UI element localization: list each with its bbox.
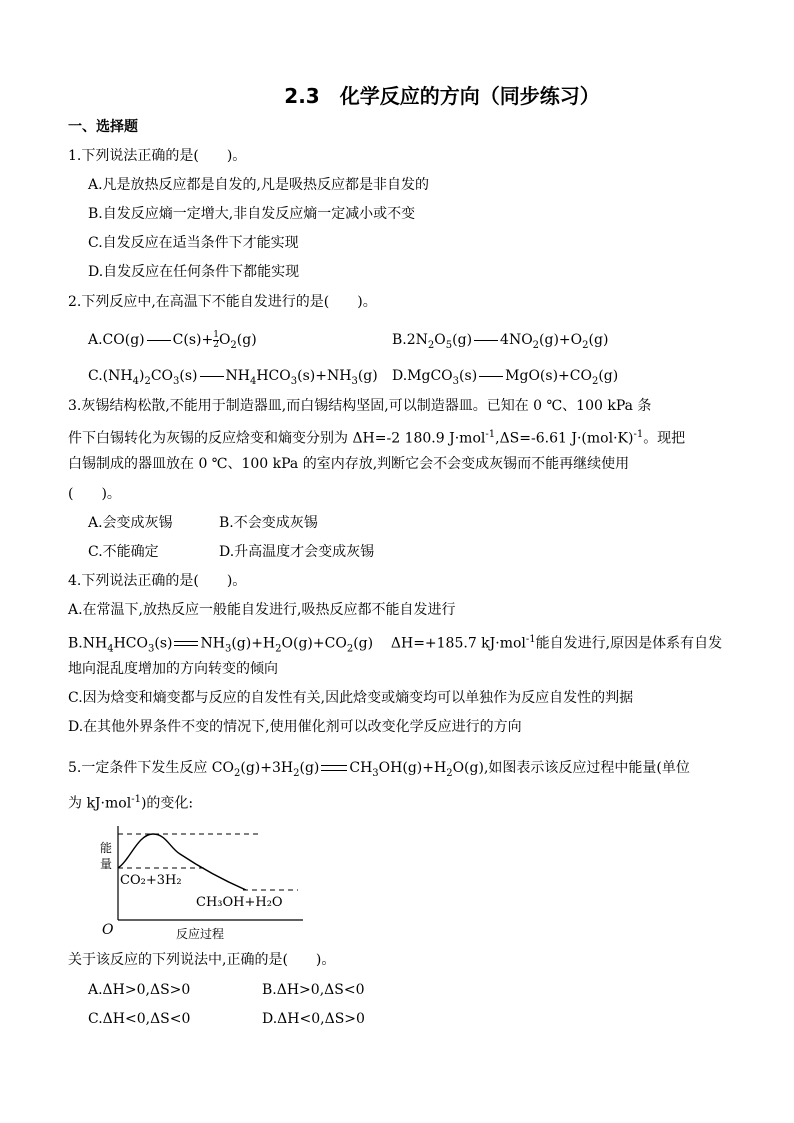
- q5-option-a: A.ΔH>0,ΔS>0: [88, 982, 191, 998]
- y-axis-label-bottom: 量: [100, 857, 113, 871]
- q5-line-2: 为 kJ·mol$^{-1}$)的变化:: [68, 794, 194, 812]
- q5-option-b: B.ΔH>0,ΔS<0: [262, 982, 365, 998]
- q4-option-b-cont: 地向混乱度增加的方向转变的倾向: [68, 661, 278, 677]
- origin-label: O: [102, 922, 114, 938]
- q3-option-b: B.不会变成灰锡: [219, 515, 318, 531]
- q4-option-c: C.因为焓变和熵变都与反应的自发性有关,因此焓变或熵变均可以单独作为反应自发性的判据: [68, 690, 634, 706]
- q4-option-b: $B.NH_4HCO_3(s)$ $NH_3(g)+H_2O(g)+CO_2(g)$ ΔH=+185.7 kJ·mol$^{-1}$能自发进行,原因是体系有自发: [68, 634, 723, 655]
- q4-option-a: A.在常温下,放热反应一般能自发进行,吸热反应都不能自发进行: [68, 602, 456, 618]
- q3-line-3: 白锡制成的器皿放在 0 ℃、100 kPa 的室内存放,判断它会不会变成灰锡而不能再继续使用: [68, 456, 630, 472]
- q1-option-a: A.凡是放热反应都是自发的,凡是吸热反应都是非自发的: [88, 177, 430, 193]
- q2-option-b: $B.2N_2O_5(g)$ $4NO_2(g)+O_2(g)$: [392, 332, 609, 351]
- energy-diagram: [98, 820, 308, 942]
- q4-stem: 4.下列说法正确的是( )。: [68, 573, 247, 589]
- q3-option-d: D.升高温度才会变成灰锡: [219, 544, 375, 560]
- section-heading: 一、选择题: [68, 119, 138, 135]
- q5-option-c: C.ΔH<0,ΔS<0: [88, 1011, 191, 1027]
- one-half-fraction: $\frac{1}{2}$: [213, 329, 219, 350]
- q3-option-c: C.不能确定: [88, 544, 159, 560]
- q3-line-1: 3.灰锡结构松散,不能用于制造器皿,而白锡结构坚固,可以制造器皿。已知在 0 ℃、100 kPa 条: [68, 398, 652, 414]
- q2-stem: 2.下列反应中,在高温下不能自发进行的是( )。: [68, 294, 377, 310]
- q3-line-4: ( )。: [68, 486, 121, 502]
- q2-option-d: D.MgCO$_3$(s) $MgO(s)+CO_2(g)$: [392, 368, 619, 387]
- products-label: CH₃OH+H₂O: [196, 895, 283, 910]
- reactants-label: CO₂+3H₂: [120, 873, 182, 888]
- q4-option-d: D.在其他外界条件不变的情况下,使用催化剂可以改变化学反应进行的方向: [68, 719, 522, 735]
- q1-stem: 1.下列说法正确的是( )。: [68, 148, 247, 164]
- q5-option-d: D.ΔH<0,ΔS>0: [262, 1011, 365, 1027]
- q1-option-d: D.自发反应在任何条件下都能实现: [88, 264, 300, 280]
- q5-line-1: 5.一定条件下发生反应 $CO_2(g)+3H_2(g)$ $CH_3OH(g)+H_2O(g)$,如图表示该反应过程中能量(单位: [68, 760, 690, 779]
- q5-question: 关于该反应的下列说法中,正确的是( )。: [68, 952, 336, 968]
- page-title: 2.3 化学反应的方向（同步练习）: [284, 84, 600, 108]
- y-axis-label-top: 能: [100, 841, 113, 855]
- q3-line-2: 件下白锡转化为灰锡的反应焓变和熵变分别为 ΔH=-2 180.9 J·mol$^{-1}$,ΔS=-6.61 $J\cdot(mol\cdot K)^{-1}$。现把: [68, 429, 686, 447]
- q3-option-a: A.会变成灰锡: [88, 515, 173, 531]
- q2-option-a: A.CO(g) C(s)+ $\frac{1}{2}$ $O_2(g)$: [88, 329, 257, 351]
- q1-option-c: C.自发反应在适当条件下才能实现: [88, 235, 299, 251]
- q2-option-c: $C.(NH_4)_2CO_3(s)$ $NH_4HCO_3(s)+NH_3(g)$: [88, 368, 378, 387]
- q1-option-b: B.自发反应熵一定增大,非自发反应熵一定减小或不变: [88, 206, 416, 222]
- x-axis-label: 反应过程: [176, 927, 225, 941]
